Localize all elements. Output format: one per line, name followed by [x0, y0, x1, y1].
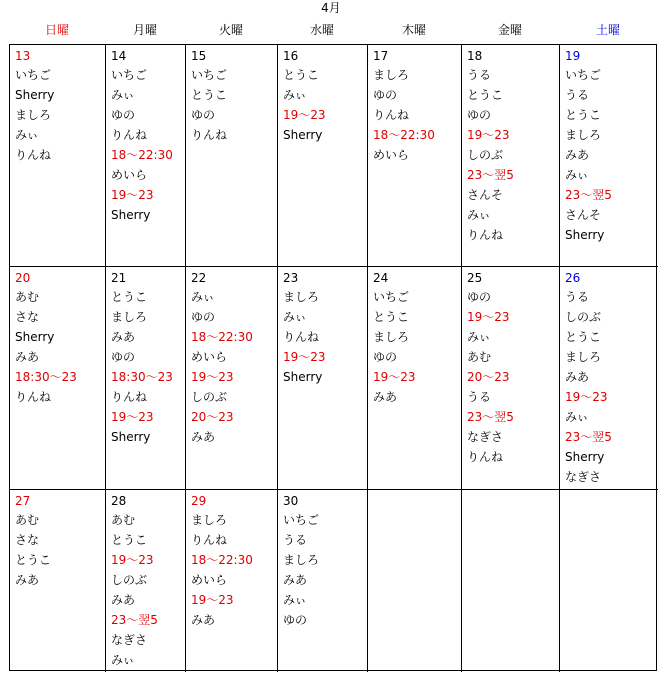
staff-name: ましろ	[373, 68, 410, 82]
staff-name: ましろ	[373, 330, 410, 344]
day-number: 23	[283, 271, 299, 285]
empty-day-cell	[367, 489, 462, 672]
day-number: 29	[191, 494, 207, 508]
staff-name: あむ	[15, 513, 40, 527]
day-number: 13	[15, 49, 31, 63]
staff-name: Sherry	[283, 370, 323, 384]
day-number: 24	[373, 271, 389, 285]
day-cell-29	[185, 489, 278, 672]
schedule-time: 19～23	[283, 108, 326, 122]
staff-name: みぃ	[467, 330, 491, 344]
staff-name: うる	[565, 88, 590, 102]
weekday-header-friday: 金曜	[497, 23, 522, 37]
empty-day-cell	[461, 489, 560, 672]
day-number: 18	[467, 49, 483, 63]
day-number: 25	[467, 271, 483, 285]
staff-name: ゆの	[467, 108, 492, 122]
staff-name: みぃ	[283, 88, 307, 102]
staff-name: みぃ	[283, 593, 307, 607]
staff-name: ましろ	[565, 350, 602, 364]
staff-name: しのぶ	[111, 573, 148, 587]
schedule-time: 23～翌5	[565, 188, 612, 202]
staff-name: めいら	[373, 148, 410, 162]
staff-name: いちご	[111, 68, 148, 82]
day-cell-17	[367, 44, 462, 267]
staff-name: なぎさ	[467, 430, 504, 444]
staff-name: Sherry	[283, 128, 323, 142]
day-number: 30	[283, 494, 299, 508]
staff-name: さんそ	[467, 188, 504, 202]
staff-name: とうこ	[191, 88, 228, 102]
staff-name: いちご	[283, 513, 320, 527]
staff-name: ましろ	[283, 553, 320, 567]
schedule-time: 18:30～23	[15, 370, 77, 384]
staff-name: うる	[565, 290, 590, 304]
staff-name: なぎさ	[111, 633, 148, 647]
staff-name: めいら	[191, 350, 228, 364]
staff-name: さな	[15, 310, 40, 324]
staff-name: りんね	[111, 128, 148, 142]
staff-name: りんね	[111, 390, 148, 404]
staff-name: ゆの	[111, 350, 136, 364]
staff-name: みあ	[111, 330, 136, 344]
day-cell-25	[461, 266, 560, 490]
schedule-time: 19～23	[565, 390, 608, 404]
schedule-time: 19～23	[373, 370, 416, 384]
staff-name: みあ	[283, 573, 308, 587]
day-number: 26	[565, 271, 581, 285]
schedule-time: 23～翌5	[565, 430, 612, 444]
weekday-header-thursday: 木曜	[401, 23, 426, 37]
staff-name: みあ	[373, 390, 398, 404]
staff-name: Sherry	[15, 330, 55, 344]
staff-name: みぃ	[283, 310, 307, 324]
schedule-time: 18～22:30	[111, 148, 173, 162]
staff-name: みあ	[15, 573, 40, 587]
schedule-time: 18～22:30	[191, 330, 253, 344]
day-number: 15	[191, 49, 207, 63]
staff-name: しのぶ	[191, 390, 228, 404]
staff-name: みあ	[111, 593, 136, 607]
staff-name: いちご	[191, 68, 228, 82]
schedule-time: 18～22:30	[191, 553, 253, 567]
schedule-time: 19～23	[283, 350, 326, 364]
day-cell-24	[367, 266, 462, 490]
staff-name: うる	[467, 68, 492, 82]
staff-name: とうこ	[15, 553, 52, 567]
schedule-time: 19～23	[467, 128, 510, 142]
day-cell-30	[277, 489, 368, 672]
staff-name: みあ	[565, 370, 590, 384]
staff-name: とうこ	[467, 88, 504, 102]
staff-name: りんね	[373, 108, 410, 122]
day-cell-14	[105, 44, 186, 267]
day-cell-18	[461, 44, 560, 267]
staff-name: とうこ	[373, 310, 410, 324]
weekday-header-row	[9, 20, 657, 40]
day-number: 27	[15, 494, 31, 508]
staff-name: ましろ	[565, 128, 602, 142]
staff-name: りんね	[467, 450, 504, 464]
weekday-header-tuesday: 火曜	[218, 23, 243, 37]
staff-name: みぃ	[111, 88, 135, 102]
staff-name: Sherry	[565, 450, 605, 464]
staff-name: みぃ	[467, 208, 491, 222]
staff-name: ましろ	[15, 108, 52, 122]
staff-name: ましろ	[191, 513, 228, 527]
day-number: 28	[111, 494, 127, 508]
staff-name: りんね	[191, 128, 228, 142]
staff-name: あむ	[15, 290, 40, 304]
day-cell-13	[9, 44, 106, 267]
staff-name: ゆの	[283, 613, 308, 627]
staff-name: いちご	[15, 68, 52, 82]
staff-name: みぃ	[565, 410, 589, 424]
schedule-time: 19～23	[191, 593, 234, 607]
schedule-time: 19～23	[111, 188, 154, 202]
month-title: 4月	[321, 1, 341, 15]
schedule-time: 23～翌5	[467, 410, 514, 424]
schedule-time: 19～23	[191, 370, 234, 384]
day-cell-20	[9, 266, 106, 490]
staff-name: いちご	[565, 68, 602, 82]
staff-name: さんそ	[565, 208, 602, 222]
staff-name: みあ	[15, 350, 40, 364]
staff-name: Sherry	[15, 88, 55, 102]
day-cell-28	[105, 489, 186, 672]
staff-name: あむ	[111, 513, 136, 527]
day-number: 16	[283, 49, 299, 63]
staff-name: みぃ	[191, 290, 215, 304]
staff-name: うる	[467, 390, 492, 404]
schedule-time: 19～23	[111, 553, 154, 567]
schedule-time: 19～23	[111, 410, 154, 424]
day-cell-21	[105, 266, 186, 490]
staff-name: しのぶ	[467, 148, 504, 162]
weekday-header-saturday: 土曜	[595, 23, 620, 37]
staff-name: みあ	[191, 613, 216, 627]
weekday-header-monday: 月曜	[132, 23, 157, 37]
day-cell-22	[185, 266, 278, 490]
staff-name: さな	[15, 533, 40, 547]
schedule-time: 18～22:30	[373, 128, 435, 142]
day-cell-19	[559, 44, 658, 267]
staff-name: ゆの	[191, 310, 216, 324]
staff-name: とうこ	[283, 68, 320, 82]
day-cell-23	[277, 266, 368, 490]
schedule-time: 19～23	[467, 310, 510, 324]
staff-name: とうこ	[111, 533, 148, 547]
staff-name: Sherry	[111, 208, 151, 222]
day-number: 22	[191, 271, 207, 285]
staff-name: ましろ	[283, 290, 320, 304]
staff-name: りんね	[467, 228, 504, 242]
staff-name: Sherry	[111, 430, 151, 444]
day-number: 21	[111, 271, 127, 285]
schedule-time: 20～23	[191, 410, 234, 424]
staff-name: とうこ	[111, 290, 148, 304]
schedule-time: 20～23	[467, 370, 510, 384]
staff-name: みあ	[565, 148, 590, 162]
staff-name: ゆの	[191, 108, 216, 122]
weekday-header-sunday: 日曜	[44, 23, 69, 37]
day-cell-15	[185, 44, 278, 267]
staff-name: とうこ	[565, 330, 602, 344]
day-cell-16	[277, 44, 368, 267]
staff-name: ゆの	[467, 290, 492, 304]
staff-name: みぃ	[111, 653, 135, 667]
staff-name: ましろ	[111, 310, 148, 324]
staff-name: いちご	[373, 290, 410, 304]
staff-name: とうこ	[565, 108, 602, 122]
staff-name: しのぶ	[565, 310, 602, 324]
day-cell-27	[9, 489, 106, 672]
day-number: 17	[373, 49, 389, 63]
staff-name: ゆの	[373, 350, 398, 364]
staff-name: めいら	[191, 573, 228, 587]
staff-name: みあ	[191, 430, 216, 444]
calendar-grid	[9, 44, 657, 671]
staff-name: なぎさ	[565, 470, 602, 484]
staff-name: うる	[283, 533, 308, 547]
schedule-time: 23～翌5	[111, 613, 158, 627]
schedule-time: 23～翌5	[467, 168, 514, 182]
day-cell-26	[559, 266, 658, 490]
staff-name: あむ	[467, 350, 492, 364]
day-number: 19	[565, 49, 581, 63]
staff-name: ゆの	[373, 88, 398, 102]
staff-name: みぃ	[15, 128, 39, 142]
schedule-time: 18:30～23	[111, 370, 173, 384]
staff-name: Sherry	[565, 228, 605, 242]
staff-name: りんね	[283, 330, 320, 344]
staff-name: ゆの	[111, 108, 136, 122]
staff-name: みぃ	[565, 168, 589, 182]
staff-name: めいら	[111, 168, 148, 182]
empty-day-cell	[559, 489, 658, 672]
day-number: 14	[111, 49, 127, 63]
staff-name: りんね	[191, 533, 228, 547]
day-number: 20	[15, 271, 31, 285]
staff-name: りんね	[15, 390, 52, 404]
staff-name: りんね	[15, 148, 52, 162]
weekday-header-wednesday: 水曜	[309, 23, 334, 37]
